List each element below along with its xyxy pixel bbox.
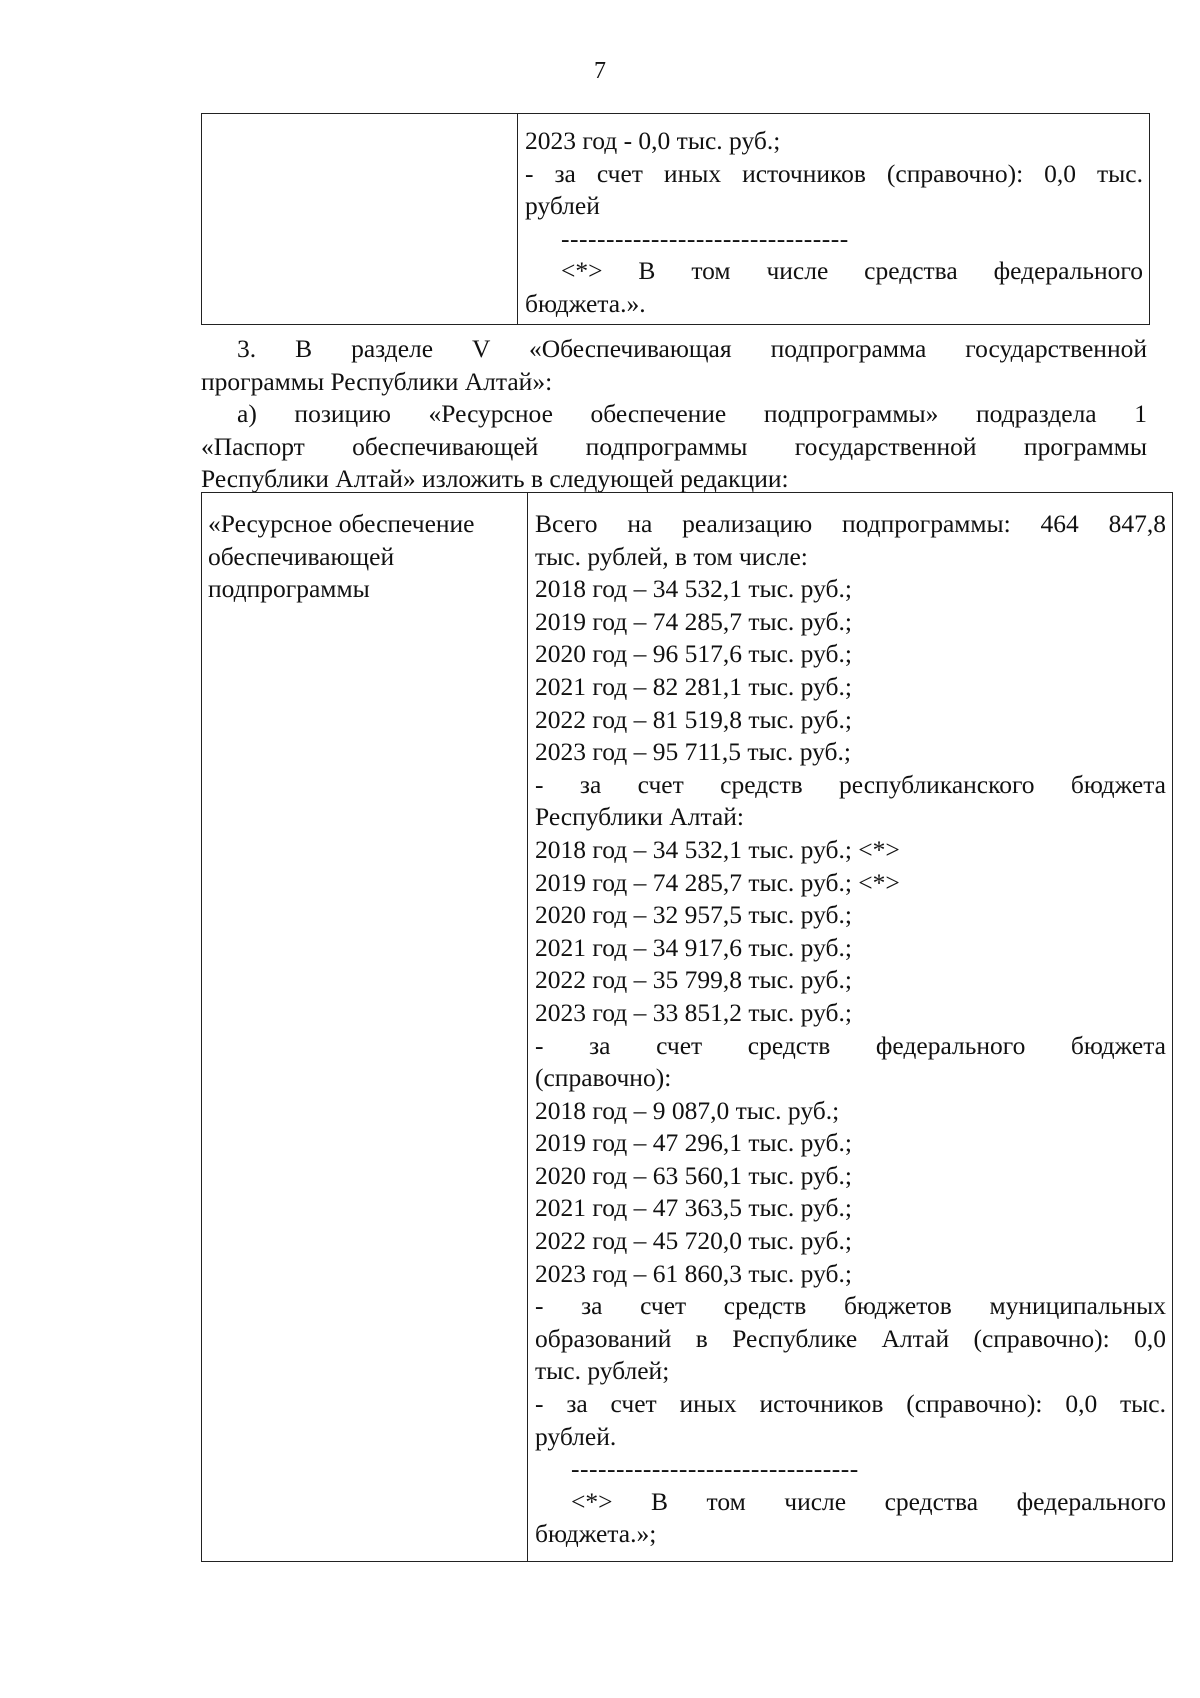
table-cell-right <box>518 114 1150 325</box>
text-line: 2022 год – 81 519,8 тыс. руб.; <box>535 704 852 734</box>
paragraph-line: «Паспорт обеспечивающей подпрограммы государственной программы <box>201 431 1147 461</box>
row-heading: обеспечивающей <box>208 541 395 571</box>
row-heading: «Ресурсное обеспечение <box>208 509 475 538</box>
text-line: - за счет иных источников (справочно): 0,0 тыс. <box>535 1389 1166 1419</box>
table-cell-left-empty <box>202 114 518 325</box>
paragraph-line: 3. В разделе V «Обеспечивающая подпрограмма государственной <box>237 334 1147 363</box>
footnote-separator: -------------------------------- <box>571 1454 859 1484</box>
text-line: рублей. <box>535 1421 617 1451</box>
footnote-text: бюджета.»; <box>535 1519 657 1549</box>
text-line: 2022 год – 45 720,0 тыс. руб.; <box>535 1226 852 1256</box>
paragraph-a <box>201 398 1147 496</box>
text-line: 2023 год - 0,0 тыс. руб.; <box>525 126 781 155</box>
text-line: образований в Республике Алтай (справочно): 0,0 <box>535 1323 1166 1353</box>
page-number: 7 <box>594 58 606 84</box>
resource-provision-table <box>201 492 1173 1562</box>
text-line: 2023 год – 33 851,2 тыс. руб.; <box>535 997 852 1027</box>
text-line: 2020 год – 63 560,1 тыс. руб.; <box>535 1160 852 1190</box>
text-line: 2022 год – 35 799,8 тыс. руб.; <box>535 965 852 995</box>
row-heading: подпрограммы <box>208 574 370 604</box>
funding-table-continued <box>201 113 1150 325</box>
paragraph-line: Республики Алтай» изложить в следующей редакции: <box>201 464 789 494</box>
text-line: - за счет средств республиканского бюджета <box>535 769 1166 799</box>
text-line: - за счет средств федерального бюджета <box>535 1030 1166 1060</box>
text-line: 2018 год – 34 532,1 тыс. руб.; <box>535 574 852 604</box>
footnote-text: <*> В том числе средства федерального <box>561 256 1143 286</box>
text-line: Республики Алтай: <box>535 802 744 832</box>
text-line: 2018 год – 34 532,1 тыс. руб.; <*> <box>535 834 900 864</box>
text-line: 2021 год – 47 363,5 тыс. руб.; <box>535 1193 852 1223</box>
text-line: Всего на реализацию подпрограммы: 464 847,8 <box>535 509 1166 538</box>
table-cell-left <box>202 493 528 1562</box>
text-line: 2021 год – 34 917,6 тыс. руб.; <box>535 932 852 962</box>
text-line: 2019 год – 47 296,1 тыс. руб.; <box>535 1128 852 1158</box>
paragraph-line: программы Республики Алтай»: <box>201 366 553 396</box>
paragraph-3 <box>201 333 1147 398</box>
text-line: 2018 год – 9 087,0 тыс. руб.; <box>535 1095 840 1125</box>
footnote-separator: -------------------------------- <box>561 223 849 253</box>
text-line: тыс. рублей; <box>535 1356 670 1386</box>
text-line: рублей <box>525 191 600 221</box>
text-line: - за счет иных источников (справочно): 0,0 тыс. <box>525 158 1143 188</box>
text-line: 2019 год – 74 285,7 тыс. руб.; <box>535 606 852 636</box>
text-line: - за счет средств бюджетов муниципальных <box>535 1291 1166 1321</box>
text-line: 2019 год – 74 285,7 тыс. руб.; <*> <box>535 867 900 897</box>
text-line: 2023 год – 95 711,5 тыс. руб.; <box>535 737 851 767</box>
footnote-text: бюджета.». <box>525 288 646 318</box>
text-line: (справочно): <box>535 1063 672 1093</box>
table-cell-right <box>528 493 1173 1562</box>
text-line: 2023 год – 61 860,3 тыс. руб.; <box>535 1258 852 1288</box>
text-line: тыс. рублей, в том числе: <box>535 541 808 571</box>
paragraph-line: а) позицию «Ресурсное обеспечение подпрограммы» подраздела 1 <box>237 399 1147 428</box>
text-line: 2021 год – 82 281,1 тыс. руб.; <box>535 671 852 701</box>
footnote-text: <*> В том числе средства федерального <box>571 1486 1166 1516</box>
text-line: 2020 год – 32 957,5 тыс. руб.; <box>535 900 852 930</box>
text-line: 2020 год – 96 517,6 тыс. руб.; <box>535 639 852 669</box>
